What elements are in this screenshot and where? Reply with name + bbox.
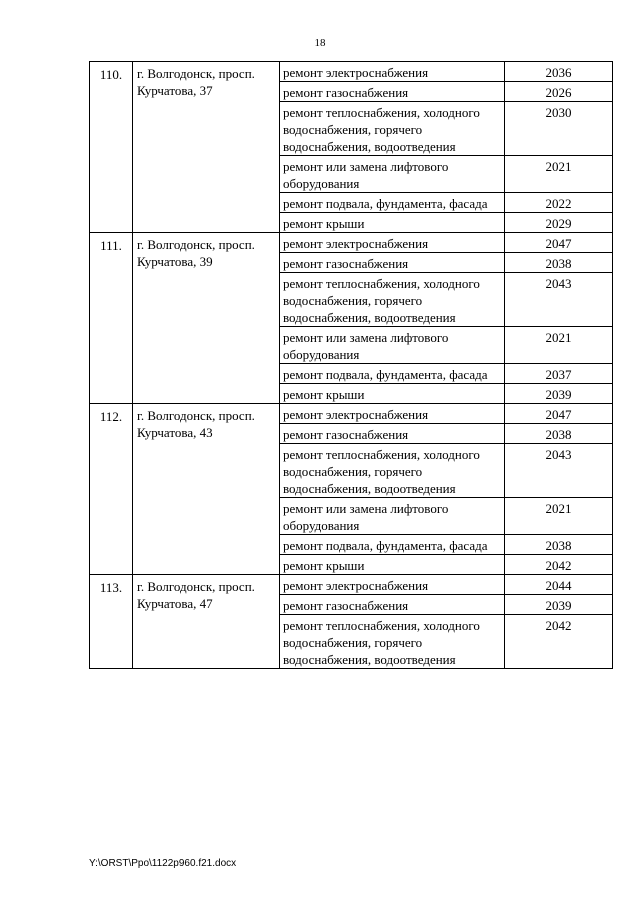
entry-address: г. Волгодонск, просп. Курчатова, 39: [133, 233, 280, 404]
entry-number: 110.: [90, 62, 133, 233]
work-type: ремонт газоснабжения: [280, 424, 505, 444]
table-row: [90, 233, 613, 253]
work-type: ремонт электроснабжения: [280, 233, 505, 253]
work-year: 2043: [505, 273, 613, 327]
work-year: 2037: [505, 364, 613, 384]
work-type: ремонт крыши: [280, 384, 505, 404]
work-type: ремонт крыши: [280, 213, 505, 233]
work-type: ремонт газоснабжения: [280, 82, 505, 102]
work-year: 2022: [505, 193, 613, 213]
work-type: ремонт или замена лифтового оборудования: [280, 498, 505, 535]
entry-address: г. Волгодонск, просп. Курчатова, 43: [133, 404, 280, 575]
page-number: 18: [314, 37, 326, 49]
work-type: ремонт газоснабжения: [280, 595, 505, 615]
entry-number: 111.: [90, 233, 133, 404]
work-type: ремонт электроснабжения: [280, 575, 505, 595]
work-year: 2038: [505, 535, 613, 555]
work-type: ремонт теплоснабжения, холодного водоснабжения, горячего водоснабжения, водоотведения: [280, 102, 505, 156]
work-year: 2042: [505, 615, 613, 669]
work-year: 2038: [505, 253, 613, 273]
work-type: ремонт крыши: [280, 555, 505, 575]
table-row: [90, 575, 613, 595]
work-type: ремонт подвала, фундамента, фасада: [280, 535, 505, 555]
entry-number: 113.: [90, 575, 133, 669]
table-row: [90, 62, 613, 82]
repair-schedule-table: [89, 61, 613, 669]
work-year: 2047: [505, 233, 613, 253]
work-year: 2021: [505, 498, 613, 535]
work-type: ремонт электроснабжения: [280, 62, 505, 82]
table-row: [90, 404, 613, 424]
work-year: 2043: [505, 444, 613, 498]
work-type: ремонт теплоснабжения, холодного водоснабжения, горячего водоснабжения, водоотведения: [280, 273, 505, 327]
work-year: 2047: [505, 404, 613, 424]
work-year: 2029: [505, 213, 613, 233]
work-year: 2039: [505, 595, 613, 615]
work-year: 2044: [505, 575, 613, 595]
work-type: ремонт подвала, фундамента, фасада: [280, 364, 505, 384]
work-type: ремонт или замена лифтового оборудования: [280, 156, 505, 193]
file-path-footer: Y:\ORST\Ppo\1122p960.f21.docx: [89, 858, 237, 869]
entry-address: г. Волгодонск, просп. Курчатова, 37: [133, 62, 280, 233]
work-type: ремонт подвала, фундамента, фасада: [280, 193, 505, 213]
entry-address: г. Волгодонск, просп. Курчатова, 47: [133, 575, 280, 669]
work-year: 2021: [505, 327, 613, 364]
work-type: ремонт газоснабжения: [280, 253, 505, 273]
work-type: ремонт или замена лифтового оборудования: [280, 327, 505, 364]
work-year: 2021: [505, 156, 613, 193]
work-type: ремонт теплоснабжения, холодного водоснабжения, горячего водоснабжения, водоотведения: [280, 444, 505, 498]
work-year: 2030: [505, 102, 613, 156]
work-type: ремонт электроснабжения: [280, 404, 505, 424]
work-year: 2039: [505, 384, 613, 404]
work-year: 2036: [505, 62, 613, 82]
work-type: ремонт теплоснабжения, холодного водоснабжения, горячего водоснабжения, водоотведения: [280, 615, 505, 669]
entry-number: 112.: [90, 404, 133, 575]
work-year: 2042: [505, 555, 613, 575]
work-year: 2038: [505, 424, 613, 444]
work-year: 2026: [505, 82, 613, 102]
